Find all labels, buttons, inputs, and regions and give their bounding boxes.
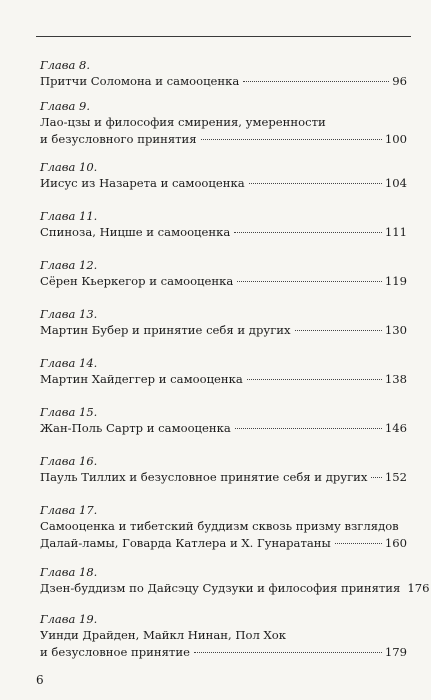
chapter-title-line [40, 73, 407, 90]
chapter-title: Притчи Соломона и самооценка [40, 74, 240, 88]
chapter-title-line [40, 469, 407, 486]
chapter-title: Иисус из Назарета и самооценка [40, 176, 245, 190]
chapter-title-line [40, 322, 407, 339]
chapter-title: Мартин Бубер и принятие себя и других [40, 323, 291, 337]
chapter-title: Лао-цзы и философия смирения, умеренности [40, 115, 326, 129]
dot-leader [247, 379, 382, 380]
chapter-title-line [40, 175, 407, 192]
dot-leader [194, 652, 382, 653]
dot-leader [235, 428, 382, 429]
chapter-title: Далай-ламы, Говарда Катлера и Х. Гунаратаны [40, 536, 331, 550]
chapter-title: Самооценка и тибетский буддизм сквозь призму взглядов [40, 519, 399, 533]
chapter-title: Спиноза, Ницше и самооценка [40, 225, 231, 239]
chapter-label: Глава 8. [40, 58, 90, 72]
chapter-title-line [40, 420, 407, 437]
toc-entry-chapter-14[interactable] [40, 356, 407, 388]
page-ref: 130 [384, 323, 407, 337]
toc-entry-chapter-15[interactable] [40, 405, 407, 437]
chapter-label: Глава 17. [40, 503, 98, 517]
chapter-label: Глава 11. [40, 209, 98, 223]
toc-entry-chapter-16[interactable] [40, 454, 407, 486]
chapter-label: Глава 10. [40, 160, 98, 174]
chapter-label: Глава 14. [40, 356, 98, 370]
page-ref: 119 [384, 274, 407, 288]
toc-entry-chapter-13[interactable] [40, 307, 407, 339]
chapter-label: Глава 19. [40, 612, 98, 626]
dot-leader [201, 139, 382, 140]
page-ref: 96 [392, 74, 407, 88]
chapter-label: Глава 18. [40, 565, 98, 579]
chapter-title-line [40, 644, 407, 661]
chapter-label: Глава 16. [40, 454, 98, 468]
chapter-title: и безусловное принятие [40, 645, 190, 659]
dot-leader [237, 281, 382, 282]
chapter-label: Глава 12. [40, 258, 98, 272]
chapter-title-line [40, 371, 407, 388]
page-ref: 104 [384, 176, 407, 190]
chapter-title-line [40, 131, 407, 148]
toc-entry-chapter-17[interactable] [40, 503, 407, 552]
table-of-contents [40, 0, 430, 700]
chapter-title: Жан-Поль Сартр и самооценка [40, 421, 231, 435]
chapter-title-line [40, 535, 407, 552]
page-ref: 146 [384, 421, 407, 435]
chapter-title: Сёрен Кьеркегор и самооценка [40, 274, 234, 288]
page-ref: 160 [384, 536, 407, 550]
toc-entry-chapter-9[interactable] [40, 99, 407, 148]
chapter-title: Дзен-буддизм по Дайсэцу Судзуки и философия принятия [40, 581, 401, 595]
dot-leader [295, 330, 382, 331]
toc-entry-chapter-11[interactable] [40, 209, 407, 241]
chapter-title: Пауль Тиллих и безусловное принятие себя и других [40, 470, 368, 484]
chapter-label: Глава 15. [40, 405, 98, 419]
chapter-label: Глава 13. [40, 307, 98, 321]
chapter-title: и безусловного принятия [40, 132, 197, 146]
page-ref: 100 [384, 132, 407, 146]
page-number: 6 [36, 673, 44, 687]
chapter-title-line [40, 273, 407, 290]
page-ref: 111 [384, 225, 407, 239]
dot-leader [234, 232, 382, 233]
page-ref: 138 [384, 372, 407, 386]
page-ref: 179 [384, 645, 407, 659]
chapter-title-line [40, 224, 407, 241]
dot-leader [243, 81, 389, 82]
page-ref: 152 [384, 470, 407, 484]
page-ref: 176 [407, 581, 430, 595]
dot-leader [371, 477, 381, 478]
dot-leader [335, 543, 382, 544]
chapter-title: Уинди Драйден, Майкл Нинан, Пол Хок [40, 628, 286, 642]
chapter-title-line [40, 580, 430, 597]
toc-entry-chapter-12[interactable] [40, 258, 407, 290]
toc-entry-chapter-8[interactable] [40, 58, 407, 90]
toc-entry-chapter-10[interactable] [40, 160, 407, 192]
toc-entry-chapter-19[interactable] [40, 612, 407, 661]
chapter-label: Глава 9. [40, 99, 90, 113]
chapter-title: Мартин Хайдеггер и самооценка [40, 372, 243, 386]
dot-leader [249, 183, 382, 184]
toc-entry-chapter-18[interactable] [40, 565, 430, 597]
